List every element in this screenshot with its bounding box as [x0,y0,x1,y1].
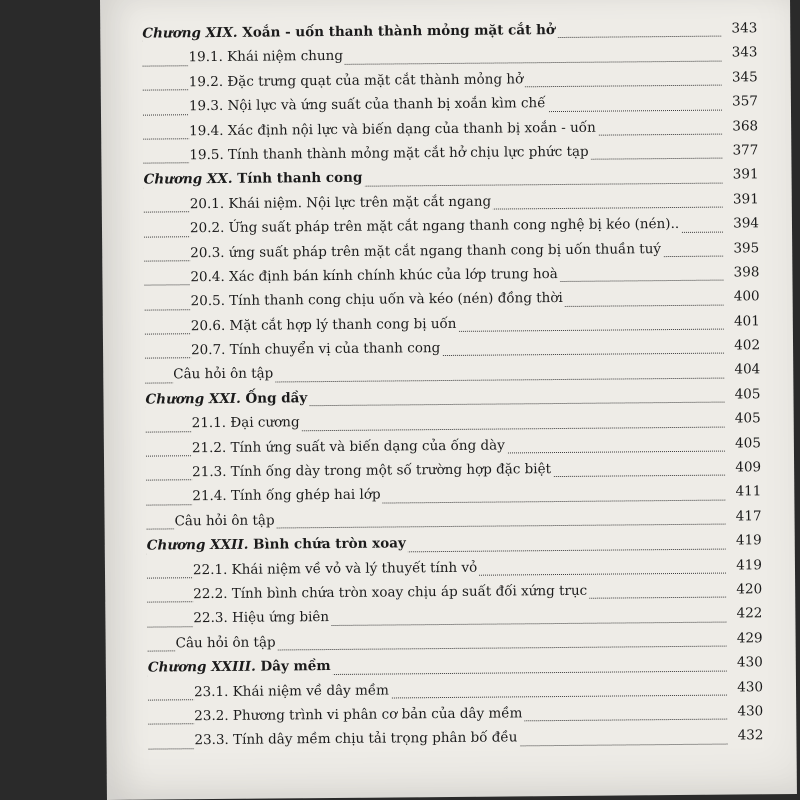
toc-entry-title: 20.4. Xác định bán kính chính khúc của lớp trung hoà [190,262,560,290]
page-number: 417 [725,504,761,529]
page-number: 432 [727,724,763,749]
toc-entry-title: 23.3. Tính dây mềm chịu tải trọng phân bố đều [194,726,519,753]
page-number: 368 [722,114,758,139]
toc-entry-title: 23.2. Phương trình vi phân cơ bản của dây mềm [194,701,524,728]
toc-entry-title: 21.2. Tính ứng suất và biến dạng của ống dày [192,433,507,460]
toc-entry-title: 20.3. ứng suất pháp trên mặt cắt ngang thanh cong bị uốn thuần tuý [190,237,663,266]
chapter-label: Chương XXI. [145,390,241,408]
toc-entry-title: 19.2. Đặc trưng quạt của mặt cắt thành mỏng hở [189,67,526,94]
page-number: 343 [721,16,757,41]
page-number: 391 [723,187,759,212]
chapter-label: Chương XX. [143,171,233,188]
page-number: 345 [722,65,758,90]
toc-entry-title [148,654,333,680]
page-number: 405 [725,407,761,432]
page-number: 400 [724,285,760,310]
toc-entry-title: Câu hỏi ôn tập [174,508,276,533]
page-number: 401 [724,309,760,334]
toc-entry-title: 20.1. Khái niệm. Nội lực trên mặt cắt ngang [190,189,494,216]
page-number: 391 [722,163,758,188]
page-number: 422 [726,602,762,627]
toc-entry-title [147,532,408,559]
page-number: 405 [725,431,761,456]
toc-entry-title: 19.5. Tính thanh thành mỏng mặt cắt hở chịu lực phức tạp [189,140,591,168]
chapter-title: Bình chứa tròn xoay [248,535,406,553]
page-number: 405 [724,382,760,407]
toc-entry-title: Câu hỏi ôn tập [176,630,278,655]
chapter-label: Chương XXII. [146,536,249,554]
page-number: 404 [724,358,760,383]
page-number: 398 [723,260,759,285]
page-number: 420 [726,577,762,602]
page-number: 343 [721,41,757,66]
toc-entry-title: 20.6. Mặt cắt hợp lý thanh cong bị uốn [191,312,459,339]
toc-entry-title: 20.5. Tính thanh cong chịu uốn và kéo (nén) đồng thời [191,286,565,314]
toc-entry-title: 21.4. Tính ống ghép hai lớp [192,483,382,509]
chapter-title: Ống dầy [240,390,308,407]
page-number: 429 [726,626,762,651]
toc-entry-title: 22.1. Khái niệm về vỏ và lý thuyết tính vỏ [193,555,479,582]
page-number: 409 [725,455,761,480]
toc-entry-title: 21.1. Đại cương [192,411,302,436]
toc-section-row [148,724,763,754]
toc-entry-title: 22.3. Hiệu ứng biên [193,605,331,631]
page-number: 394 [723,211,759,236]
page-number: 430 [727,699,763,724]
page-number: 419 [726,553,762,578]
chapter-label: Chương XXIII. [147,658,256,676]
toc-entry-title: 19.3. Nội lực và ứng suất của thanh bị xoắn kìm chế [189,91,548,119]
chapter-label: Chương XIX. [142,24,238,42]
toc-entry-title: 19.4. Xác định nội lực và biến dạng của thanh bị xoắn - uốn [189,115,598,143]
toc-entry-title: 20.7. Tính chuyển vị của thanh cong [191,336,442,363]
toc-entry-title: 21.3. Tính ống dày trong một số trường hợp đặc biệt [192,457,553,485]
chapter-title: Dây mềm [255,658,331,675]
chapter-title: Tính thanh cong [232,170,363,188]
page-number: 430 [727,675,763,700]
toc-entry-title [145,386,309,412]
chapter-title: Xoắn - uốn thanh thành mỏng mặt cắt hở [237,22,555,41]
toc-entry-title [142,18,557,46]
page-number: 377 [722,138,758,163]
toc-entry-title: 22.2. Tính bình chứa tròn xoay chịu áp suất đối xứng trục [193,579,589,607]
toc-entry-title: 23.1. Khái niệm về dây mềm [194,678,391,704]
toc-entry-title: Câu hỏi ôn tập [173,362,275,387]
toc-entry-title: 20.2. Ứng suất pháp trên mặt cắt ngang thanh cong nghệ bị kéo (nén).. [190,212,681,241]
toc-entry-title [143,166,364,192]
page-number: 419 [726,528,762,553]
page-number: 357 [722,89,758,114]
page-number: 402 [724,333,760,358]
page-number: 430 [727,650,763,675]
page-number: 411 [725,480,761,505]
toc-entry-title: 19.1. Khái niệm chung [188,44,345,70]
book-page [100,0,797,800]
table-of-contents [142,16,763,753]
page-number: 395 [723,236,759,261]
